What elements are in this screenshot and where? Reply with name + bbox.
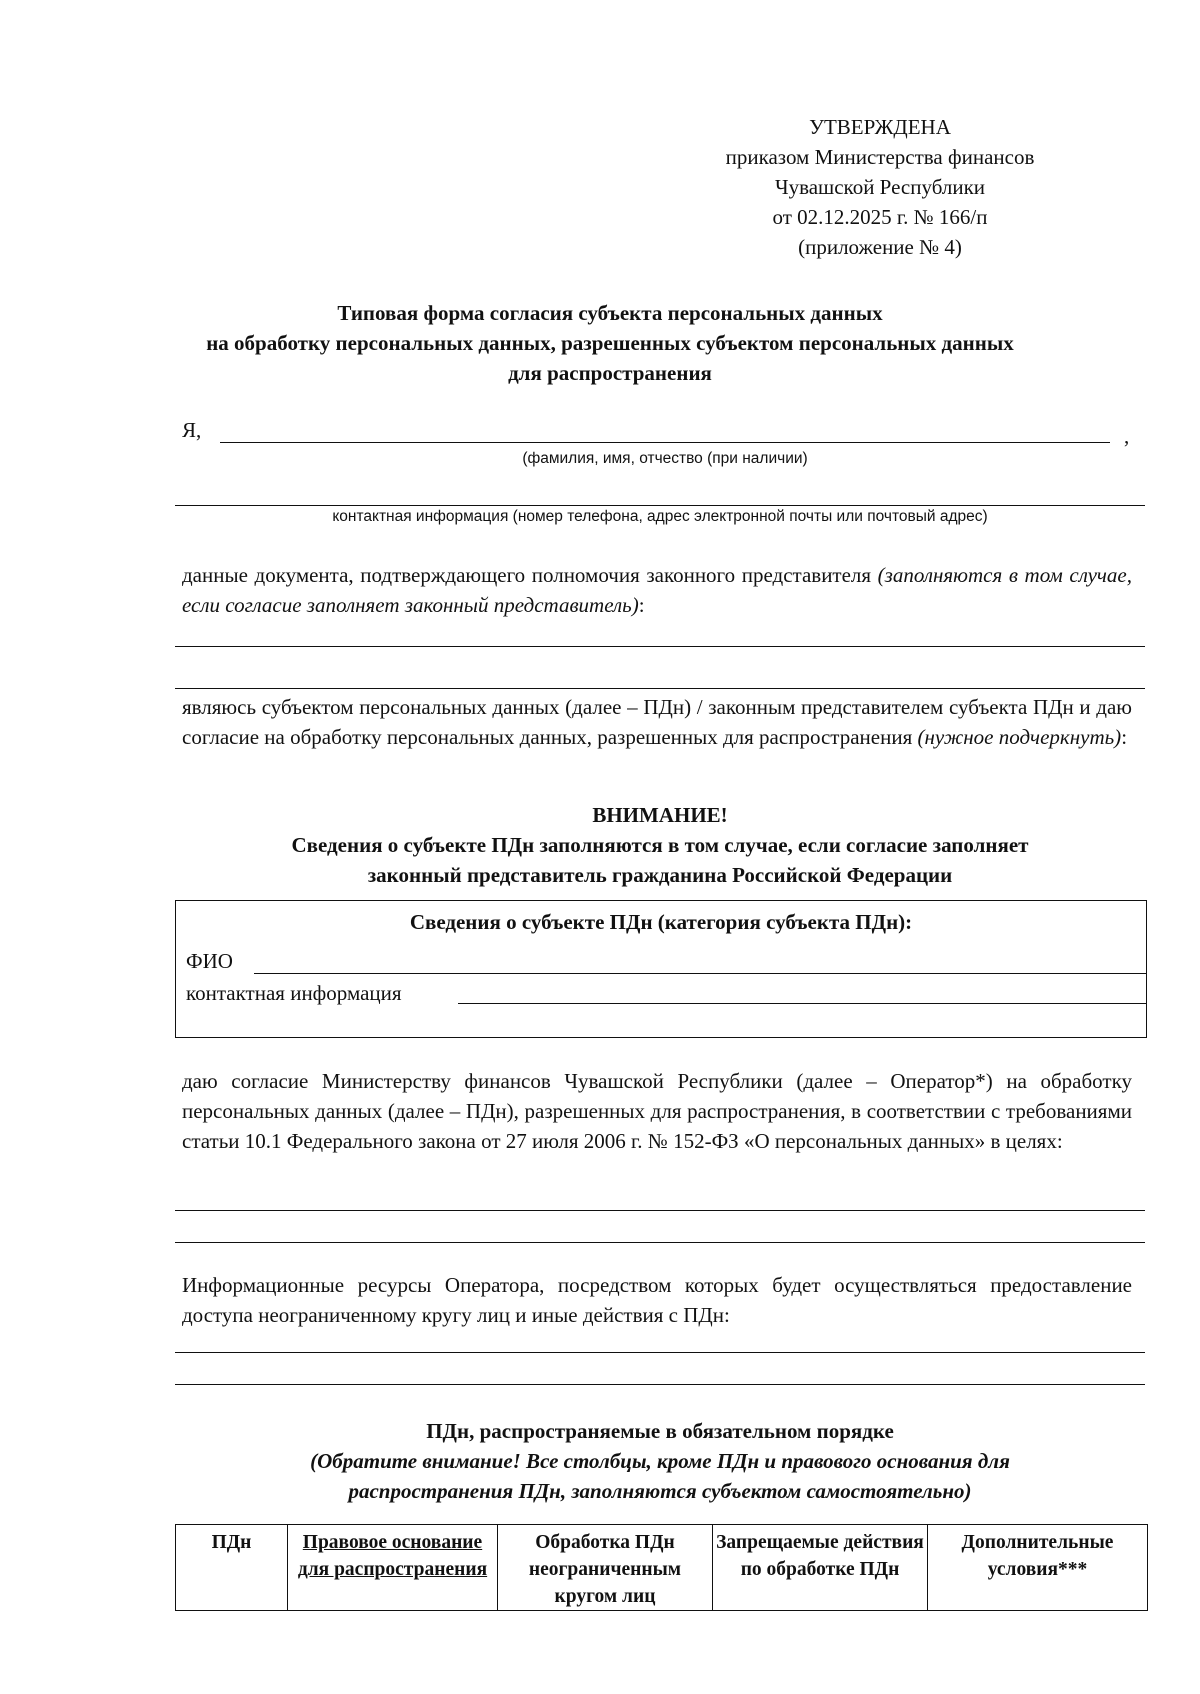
fio-field[interactable] [220, 442, 1110, 443]
subject-statement-note: (нужное подчеркнуть) [917, 725, 1122, 749]
table-header-row [176, 1525, 1148, 1611]
pdn-table [175, 1524, 1148, 1611]
title-line-3: для распространения [508, 361, 712, 385]
column-header-legal-basis [288, 1525, 498, 1611]
subject-info-heading: Сведения о субъекте ПДн (категория субъекта ПДн): [409, 910, 913, 934]
representative-doc-colon: : [638, 593, 645, 617]
i-label: Я, [182, 418, 202, 442]
attention-line-1: Сведения о субъекте ПДн заполняются в том случае, если согласие заполняет [291, 833, 1029, 857]
representative-doc-text [182, 560, 1132, 620]
purpose-field-1[interactable] [175, 1210, 1145, 1211]
consent-paragraph: даю согласие Министерству финансов Чувашской Республики (далее – Оператор*) на обработку персональных данных (далее – ПДн), разрешенных для распространения, в соответствии с требованиями статьи 10.1 Федерального закона от 27 июля 2006 г. № 152-ФЗ «О персональных данных» в целях: [182, 1069, 1132, 1153]
subject-contact-field[interactable] [458, 1003, 1146, 1004]
approval-title: УТВЕРЖДЕНА [809, 115, 951, 139]
approval-date-number: от 02.12.2025 г. № 166/п [772, 205, 988, 229]
mandatory-note-line-2: распространения ПДн, заполняются субъектом самостоятельно) [348, 1479, 972, 1503]
contact-caption: контактная информация (номер телефона, адрес электронной почты или почтовый адрес) [332, 508, 988, 525]
legal-basis-label: Правовое основание для распространения [297, 1532, 488, 1580]
column-header-prohibited-actions: Запрещаемые действия по обработке ПДн [713, 1525, 928, 1611]
approval-stamp [640, 112, 1120, 262]
subject-fio-field[interactable] [254, 973, 1146, 974]
subject-statement [182, 692, 1132, 752]
attention-heading: ВНИМАНИЕ! [592, 803, 728, 827]
fio-caption: (фамилия, имя, отчество (при наличии) [522, 450, 808, 467]
representative-doc-field-2[interactable] [175, 688, 1145, 689]
title-line-1: Типовая форма согласия субъекта персональных данных [337, 301, 883, 325]
subject-contact-label: контактная информация [186, 981, 402, 1005]
representative-doc-label: данные документа, подтверждающего полномочия законного представителя [182, 563, 878, 587]
column-header-processing: Обработка ПДн неограниченным кругом лиц [498, 1525, 713, 1611]
subject-info-box [175, 900, 1147, 1038]
approval-appendix: (приложение № 4) [798, 235, 962, 259]
approval-republic: Чувашской Республики [774, 175, 986, 199]
resources-field-2[interactable] [175, 1384, 1145, 1385]
subject-statement-colon: : [1121, 725, 1128, 749]
subject-statement-text: являюсь субъектом персональных данных (далее – ПДн) / законным представителем субъекта ПДн и даю согласие на обработку персональных данных, разрешенных для распространения [182, 695, 1132, 749]
approval-order: приказом Министерства финансов [725, 145, 1035, 169]
contact-field[interactable] [175, 505, 1145, 506]
subject-fio-label: ФИО [186, 949, 233, 973]
purpose-field-2[interactable] [175, 1242, 1145, 1243]
title-line-2: на обработку персональных данных, разрешенных субъектом персональных данных [206, 331, 1014, 355]
representative-doc-field-1[interactable] [175, 646, 1145, 647]
column-header-pdn: ПДн [176, 1525, 288, 1611]
representative-doc-note: (заполняются в том случае, если согласие заполняет законный представитель) [182, 563, 1132, 617]
mandatory-heading: ПДн, распространяемые в обязательном порядке [426, 1419, 894, 1443]
column-header-additional-conditions: Дополнительные условия*** [928, 1525, 1148, 1611]
resources-field-1[interactable] [175, 1352, 1145, 1353]
document-title [150, 298, 1070, 388]
comma: , [1124, 424, 1130, 448]
mandatory-note-line-1: (Обратите внимание! Все столбцы, кроме ПДн и правового основания для [310, 1449, 1010, 1473]
attention-line-2: законный представитель гражданина Российской Федерации [367, 863, 953, 887]
resources-paragraph: Информационные ресурсы Оператора, посредством которых будет осуществляться предоставление доступа неограниченному кругу лиц и иные действия с ПДн: [182, 1273, 1132, 1327]
